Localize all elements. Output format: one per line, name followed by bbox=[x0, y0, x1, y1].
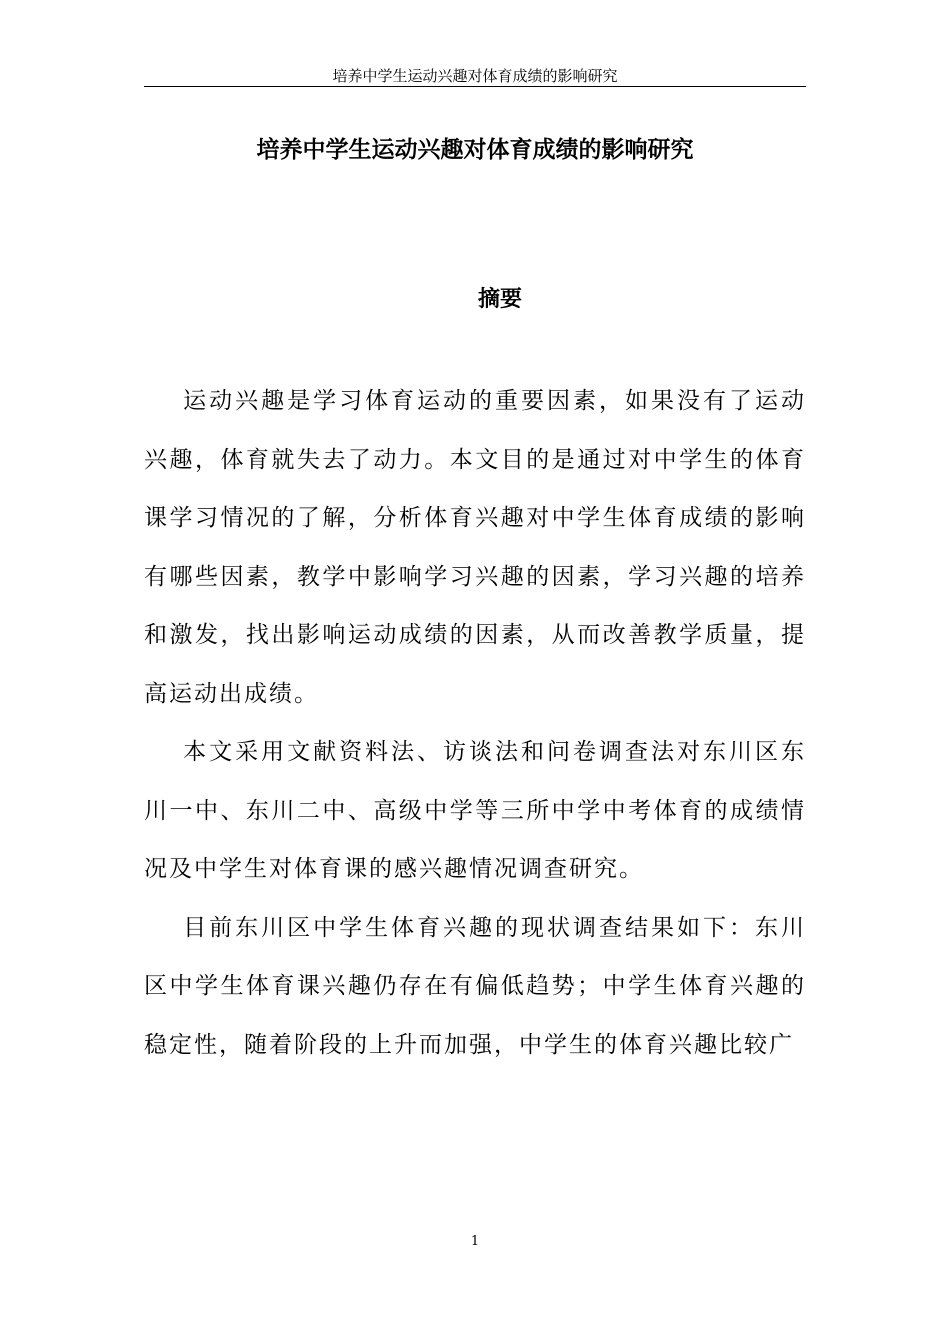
abstract-body bbox=[144, 372, 806, 1074]
running-header: 培养中学生运动兴趣对体育成绩的影响研究 bbox=[144, 66, 806, 87]
abstract-heading: 摘要 bbox=[477, 287, 522, 312]
page-number: 1 bbox=[470, 1234, 480, 1249]
abstract-paragraph-1: 运动兴趣是学习体育运动的重要因素，如果没有了运动兴趣，体育就失去了动力。本文目的是通过对中学生的体育课学习情况的了解，分析体育兴趣对中学生体育成绩的影响有哪些因素，教学中影响学习兴趣的因素，学习兴趣的培养和激发，找出影响运动成绩的因素，从而改善教学质量，提高运动出成绩。 bbox=[144, 388, 806, 707]
abstract-paragraph-3: 目前东川区中学生体育兴趣的现状调查结果如下：东川区中学生体育课兴趣仍存在有偏低趋势；中学生体育兴趣的稳定性，随着阶段的上升而加强，中学生的体育兴趣比较广 bbox=[144, 914, 806, 1058]
abstract-paragraph-2: 本文采用文献资料法、访谈法和问卷调查法对东川区东川一中、东川二中、高级中学等三所中学中考体育的成绩情况及中学生对体育课的感兴趣情况调查研究。 bbox=[144, 739, 806, 882]
document-title: 培养中学生运动兴趣对体育成绩的影响研究 bbox=[256, 136, 694, 163]
